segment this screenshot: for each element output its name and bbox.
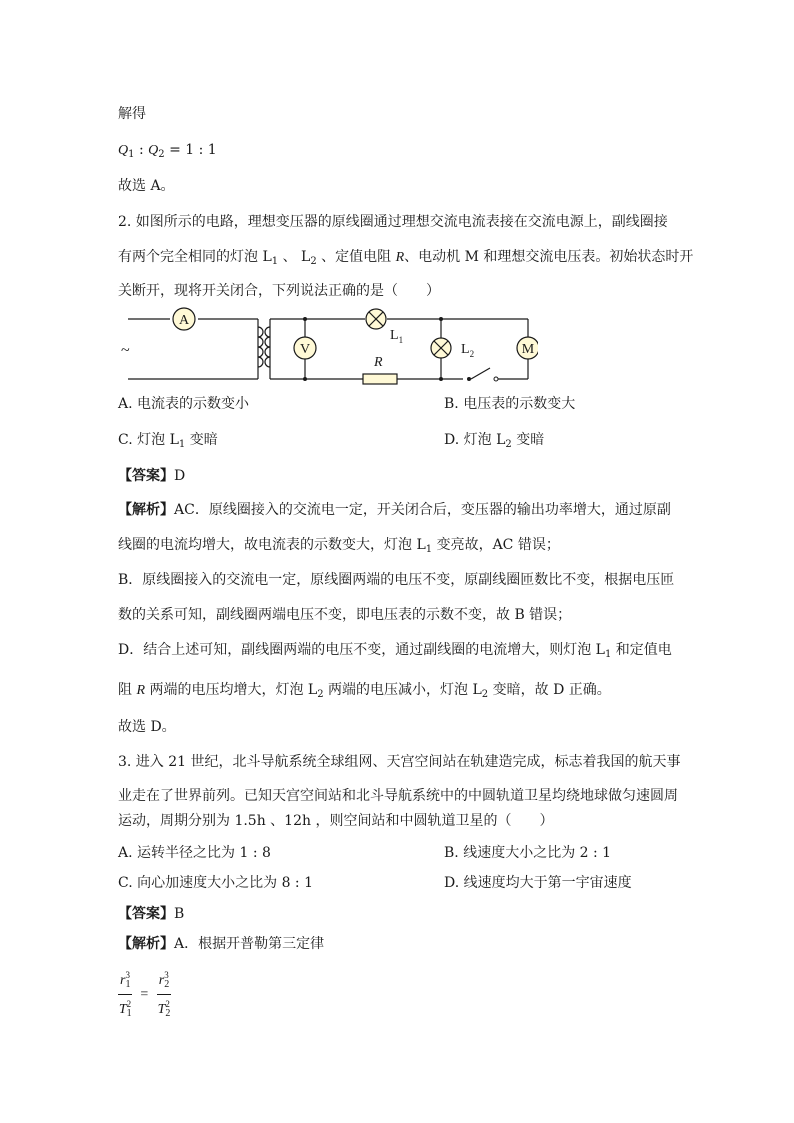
resistor-label: R xyxy=(374,355,383,370)
fraction-right: $\frac{r_2^3}{T_2^2}$ xyxy=(157,966,171,1023)
q2-answer: 【答案】D xyxy=(118,468,186,484)
q3-answer: 【答案】B xyxy=(118,906,185,922)
lamp2-icon xyxy=(431,338,451,358)
q2-explanation-line-6: 阻 R 两端的电压均增大，灯泡 $L_2$ 两端的电压减小，灯泡 $L_2$ 变暗，故 D 正确。 xyxy=(118,682,611,700)
equals-sign: = xyxy=(140,986,149,1002)
q2-option-d: D. 灯泡 $L_2$ 变暗 xyxy=(444,432,545,450)
lamp1-label: $L_1$ xyxy=(390,328,404,345)
q2-stem-line-2: 有两个完全相同的灯泡 $L_1$ 、 $L_2$ 、定值电阻 R、电动机 M 和理想交流电压表。初始状态时开 xyxy=(118,249,694,267)
junction-dot xyxy=(439,377,443,381)
q2-explanation-line-2: 线圈的电流均增大，故电流表的示数变大，灯泡 $L_1$ 变亮故，AC 错误； xyxy=(118,537,560,555)
junction-dot xyxy=(439,317,443,321)
solve-label: 解得 xyxy=(118,106,146,122)
q2-explanation-line-1: 【解析】AC．原线圈接入的交流电一定，开关闭合后，变压器的输出功率增大，通过原副 xyxy=(118,502,671,518)
q2-stem-line-3: 关断开，现将开关闭合，下列说法正确的是（ ） xyxy=(118,283,440,299)
switch xyxy=(471,368,490,379)
q2-selection: 故选 D。 xyxy=(118,719,176,735)
junction-dot xyxy=(303,377,307,381)
switch-contact xyxy=(494,377,498,381)
q3-stem-line-3: 运动，周期分别为 1.5h 、12h ，则空间站和中圆轨道卫星的（ ） xyxy=(118,813,554,829)
q3-stem-line-1: 3. 进入 21 世纪，北斗导航系统全球组网、天宫空间站在轨建造完成，标志着我国的航天事 xyxy=(118,754,681,770)
q2-explanation-line-5: D．结合上述可知，副线圈两端的电压不变，通过副线圈的电流增大，则灯泡 $L_1$ 和定值电 xyxy=(118,642,672,660)
ac-source-symbol: ~ xyxy=(121,342,130,359)
lamp2-label: $L_2$ xyxy=(461,342,475,359)
q2-stem-line-1: 2. 如图所示的电路，理想变压器的原线圈通过理想交流电流表接在交流电源上，副线圈接 xyxy=(118,214,668,230)
q2-option-c: C. 灯泡 $L_1$ 变暗 xyxy=(118,432,218,450)
fraction-left: $\frac{r_1^3}{T_1^2}$ xyxy=(118,966,132,1023)
junction-dot xyxy=(303,317,307,321)
q3-option-c: C. 向心加速度大小之比为 8 : 1 xyxy=(118,875,313,891)
ammeter-label: A xyxy=(178,313,190,328)
q2-explanation-line-3: B．原线圈接入的交流电一定，原线圈两端的电压不变，原副线圈匝数比不变，根据电压匝 xyxy=(118,572,675,588)
resistor-icon xyxy=(363,374,397,384)
q2-option-b: B. 电压表的示数变大 xyxy=(444,396,576,412)
q3-option-a: A. 运转半径之比为 1 : 8 xyxy=(118,845,271,861)
heat-ratio-equation: $Q_1$ : $Q_2 = 1$ : 1 xyxy=(118,142,217,160)
kepler-third-law-formula xyxy=(118,966,171,1023)
q3-explanation-line-1: 【解析】A．根据开普勒第三定律 xyxy=(118,936,325,952)
q3-stem-line-2: 业走在了世界前列。已知天宫空间站和北斗导航系统中的中圆轨道卫星均绕地球做匀速圆周 xyxy=(118,788,678,804)
q3-option-b: B. 线速度大小之比为 2 : 1 xyxy=(444,845,612,861)
primary-coil xyxy=(258,327,263,367)
voltmeter-label: V xyxy=(299,342,311,357)
circuit-diagram xyxy=(118,305,538,387)
q2-explanation-line-4: 数的关系可知，副线圈两端电压不变，即电压表的示数不变，故 B 错误； xyxy=(118,607,572,623)
q3-option-d: D. 线速度均大于第一宇宙速度 xyxy=(444,875,632,891)
secondary-coil xyxy=(265,327,270,367)
switch-contact xyxy=(467,377,471,381)
lamp1-icon xyxy=(366,309,386,329)
q2-option-a: A. 电流表的示数变小 xyxy=(118,396,250,412)
prev-answer-choice: 故选 A。 xyxy=(118,178,175,194)
motor-label: M xyxy=(521,342,535,357)
